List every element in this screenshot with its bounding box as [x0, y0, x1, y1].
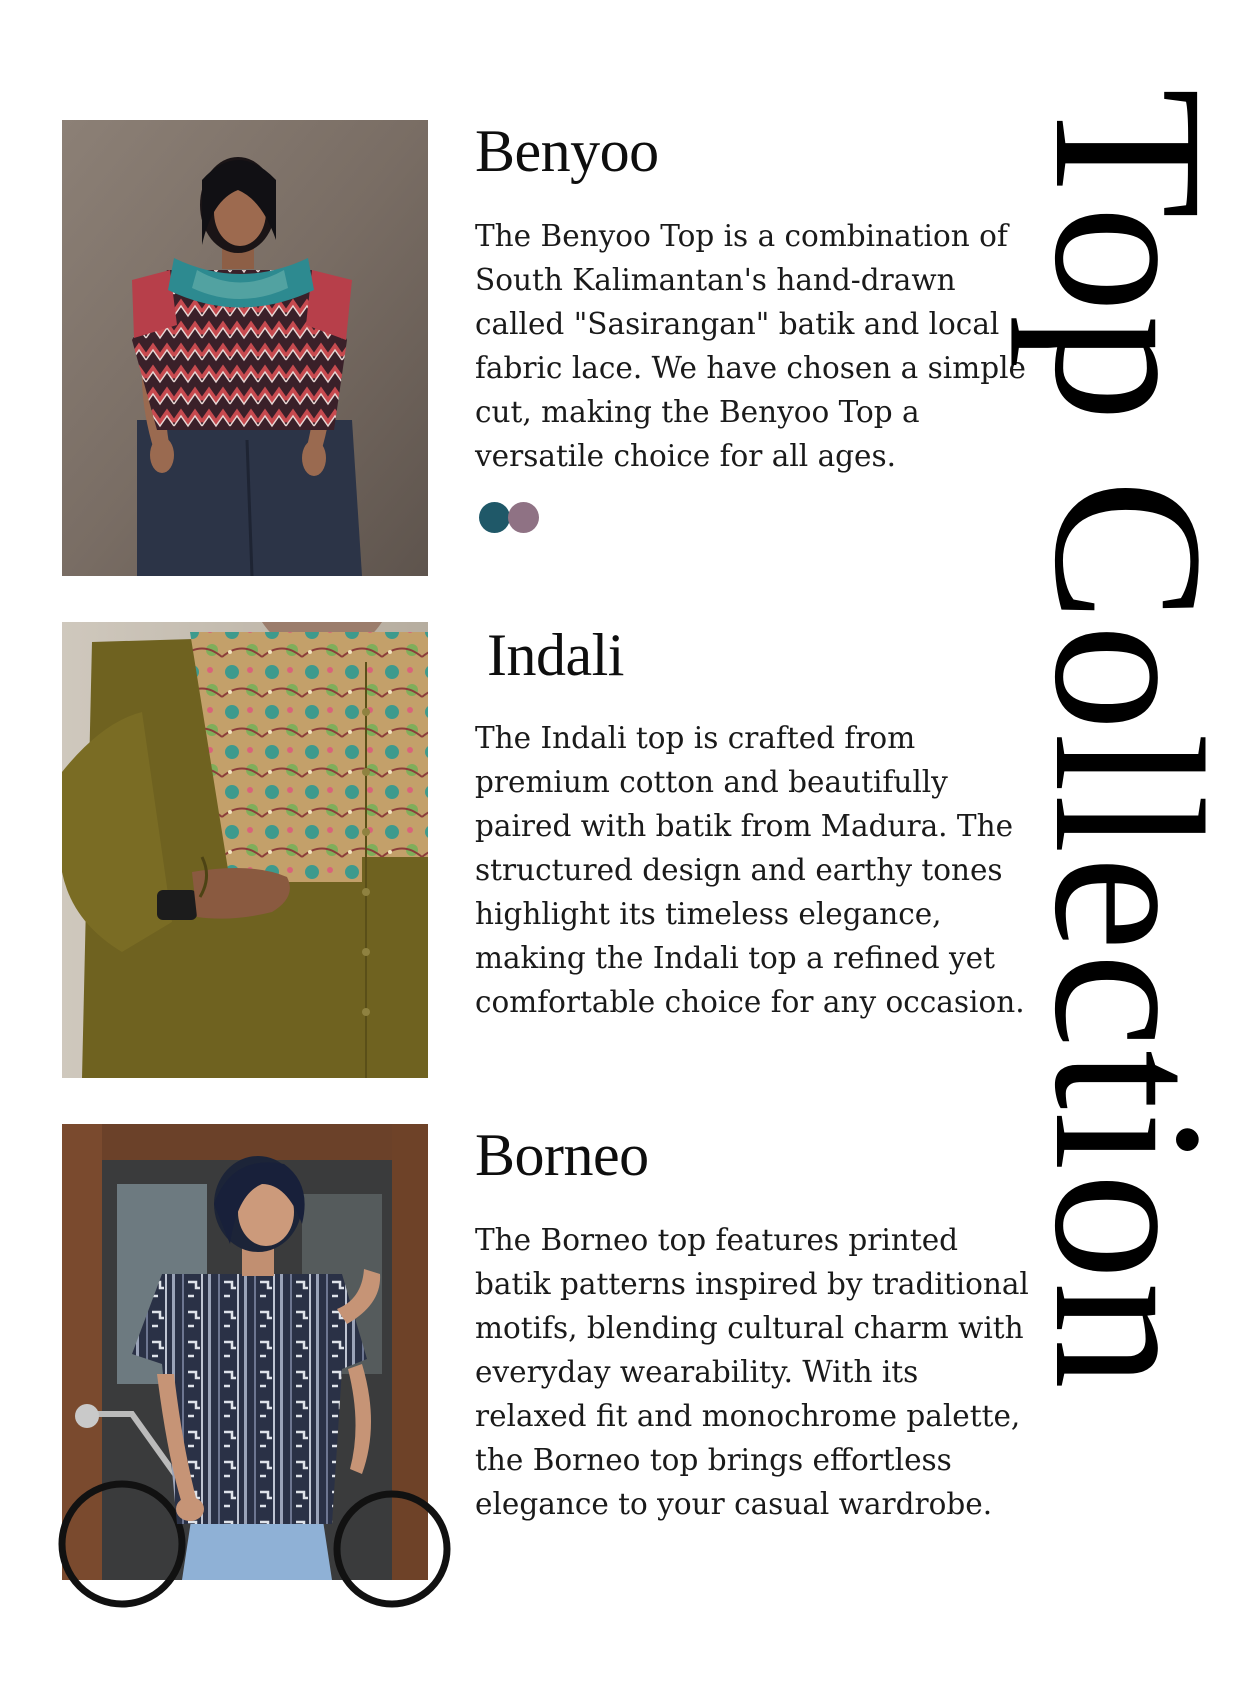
- product-description: The Borneo top features printed batik patterns inspired by traditional motifs, blending cultural charm with everyday wearability. With its relaxed fit and monochrome palette, the Borneo top brings effortless elegance to your casual wardrobe.: [475, 1223, 1029, 1521]
- benyoo-photo: [62, 120, 428, 576]
- product-description: The Indali top is crafted from premium cotton and beautifully paired with batik from Madura. The structured design and earthy tones highlight its timeless elegance, making the Indali top a refined yet comfortable choice for any occasion.: [475, 721, 1025, 1019]
- product-title: Indali: [487, 622, 624, 688]
- color-swatch-mauve[interactable]: [508, 502, 539, 533]
- product-title: Borneo: [475, 1122, 649, 1188]
- product-description: The Benyoo Top is a combination of South Kalimantan's hand-drawn called "Sasirangan" batik and local fabric lace. We have chosen a simple cut, making the Benyoo Top a versatile choice for all ages.: [475, 219, 1026, 473]
- product-borneo: [62, 1122, 1029, 1580]
- product-indali: [62, 622, 1025, 1078]
- indali-photo: [62, 622, 428, 1078]
- borneo-photo: [62, 1124, 428, 1580]
- color-swatch-teal[interactable]: [479, 502, 510, 533]
- product-benyoo: [62, 118, 1026, 576]
- product-title: Benyoo: [475, 118, 659, 184]
- color-swatches: [479, 502, 537, 536]
- collection-heading: Top Collection: [1010, 88, 1247, 1391]
